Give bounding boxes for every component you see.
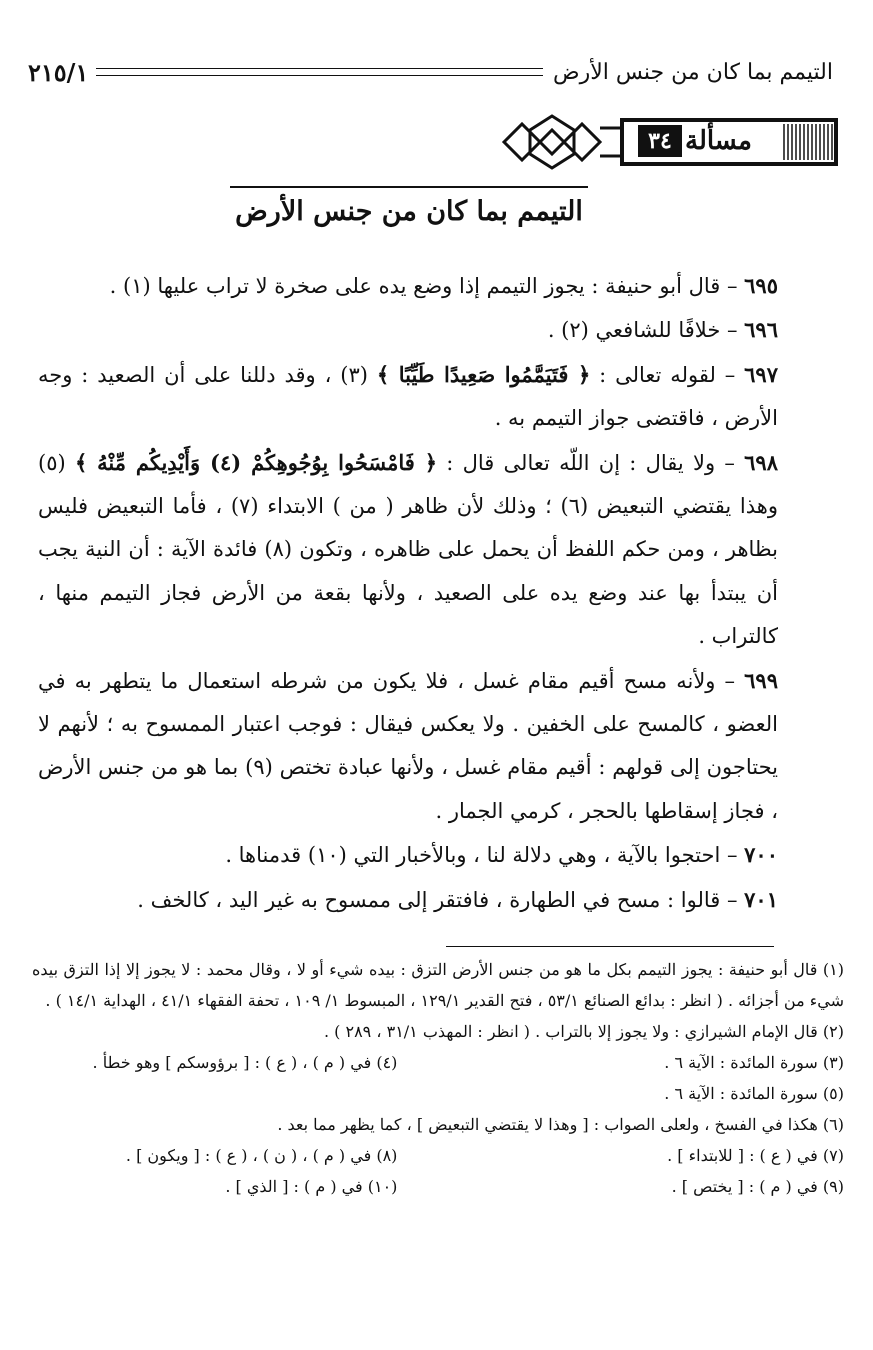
paragraph-number: ٧٠١ <box>744 886 778 912</box>
title-rule <box>230 186 588 188</box>
paragraph-text: (٥) وهذا يقتضي التبعيض (٦) ؛ وذلك لأن ظاهر ( من ) الابتداء (٧) ، فأما التبعيض فليس بظاهر ، ومن حكم اللفظ أن يحمل على ظاهره ، وتكون (٨) فائدة الآية : أن النية يجب أن يبتدأ بها عند وضع يده على الصعيد ، ولأنها بقعة من الأرض فجاز التيمم منها ، كالتراب . <box>38 450 778 649</box>
paragraph-696 <box>38 308 838 352</box>
paragraph-text: – لقوله تعالى : <box>590 362 745 387</box>
paragraph-701 <box>38 878 838 922</box>
quran-verse: ﴿ فَامْسَحُوا بِوُجُوهِكُمْ (٤) وَأَيْدِيكُم مِّنْهُ ﴾ <box>74 449 437 475</box>
paragraph-number: ٦٩٧ <box>744 361 778 387</box>
footnote-4: (٤) في ( م ) ، ( ع ) : [ برؤوسكم ] وهو خطأ . <box>92 1053 398 1072</box>
paragraph-697 <box>38 353 838 441</box>
running-header <box>28 52 833 92</box>
footnote-row <box>32 1047 844 1078</box>
footnote-1: (١) قال أبو حنيفة : يجوز التيمم بكل ما هو من جنس الأرض التزق : بيده شيء أو لا ، وقال محمد : لا يجوز إلا إذا التزق بيده شيء من أجزائه . ( انظر : بدائع الصنائع ٥٣/١ ، فتح القدير ١٢٩/١ ، المبسوط ١/ ١٠٩ ، تحفة الفقهاء ٤١/١ ، الهداية ١٤/١ ) . <box>32 960 844 1010</box>
footnote-5: (٥) سورة المائدة : الآية ٦ . <box>664 1084 844 1103</box>
banner-number: ٣٤ <box>638 125 682 157</box>
footnote-rule <box>446 946 774 947</box>
paragraph-699 <box>38 659 838 834</box>
body-text <box>38 264 838 922</box>
quran-verse: ﴿ فَتَيَمَّمُوا صَعِيدًا طَيِّبًا ﴾ <box>376 361 591 387</box>
paragraph-698 <box>38 441 838 659</box>
paragraph-number: ٧٠٠ <box>744 842 778 868</box>
footnote-3: (٣) سورة المائدة : الآية ٦ . <box>664 1053 844 1072</box>
footnote-row <box>32 1140 844 1171</box>
page-number: ٢١٥/١ <box>28 57 89 87</box>
footnote-7: (٧) في ( ع ) : [ للابتداء ] . <box>667 1146 844 1165</box>
paragraph-text: – ولا يقال : إن اللّه تعالى قال : <box>437 450 745 475</box>
paragraph-number: ٦٩٨ <box>744 449 778 475</box>
footnote-8: (٨) في ( م ) ، ( ن ) ، ( ع ) : [ ويكون ] . <box>125 1146 398 1165</box>
paragraph-text: – قال أبو حنيفة : يجوز التيمم إذا وضع يده على صخرة لا تراب عليها (١) . <box>109 274 745 298</box>
footnote-6: (٦) هكذا في الفسخ ، ولعلى الصواب : [ وهذا لا يقتضي التبعيض ] ، كما يظهر مما بعد . <box>277 1115 844 1134</box>
paragraph-number: ٦٩٥ <box>744 273 778 298</box>
masala-banner <box>500 110 840 176</box>
paragraph-text: – قالوا : مسح في الطهارة ، فافتقر إلى ممسوح به غير اليد ، كالخف . <box>137 887 745 912</box>
banner-label: مسألة <box>685 126 752 156</box>
paragraph-text: – خلافًا للشافعي (٢) . <box>547 318 745 343</box>
running-header-rule <box>96 68 543 76</box>
paragraph-695 <box>38 264 838 308</box>
footnote-row <box>32 1171 844 1202</box>
paragraph-number: ٦٩٦ <box>744 317 778 343</box>
footnote-2: (٢) قال الإمام الشيرازي : ولا يجوز إلا بالتراب . ( انظر : المهذب ٣١/١ ، ٢٨٩ ) . <box>323 1022 844 1041</box>
paragraph-number: ٦٩٩ <box>744 667 778 693</box>
chapter-title: التيمم بما كان من جنس الأرض <box>235 196 583 227</box>
running-header-title: التيمم بما كان من جنس الأرض <box>553 59 833 85</box>
footnotes <box>32 954 844 1202</box>
paragraph-700 <box>38 833 838 877</box>
paragraph-text: – ولأنه مسح أقيم مقام غسل ، فلا يكون من شرطه استعمال ما يتطهر به في العضو ، كالمسح على الخفين . ولا يعكس فيقال : فوجب اعتبار الممسوح به ؛ لأنهم لا يحتاجون إلى قولهم : أقيم مقام غسل ، ولأنها عبادة تختص (٩) بما هو من جنس الأرض ، فجاز إسقاطها بالحجر ، كرمي الجمار . <box>38 668 779 823</box>
footnote-10: (١٠) في ( م ) : [ الذي ] . <box>225 1177 398 1196</box>
footnote-9: (٩) في ( م ) : [ يختص ] . <box>671 1177 844 1196</box>
paragraph-text: – احتجوا بالآية ، وهي دلالة لنا ، وبالأخبار التي (١٠) قدمناها . <box>225 843 745 868</box>
paragraph-text: (٣) ، وقد دللنا على أن الصعيد : وجه الأرض ، فاقتضى جواز التيمم به . <box>38 362 778 431</box>
